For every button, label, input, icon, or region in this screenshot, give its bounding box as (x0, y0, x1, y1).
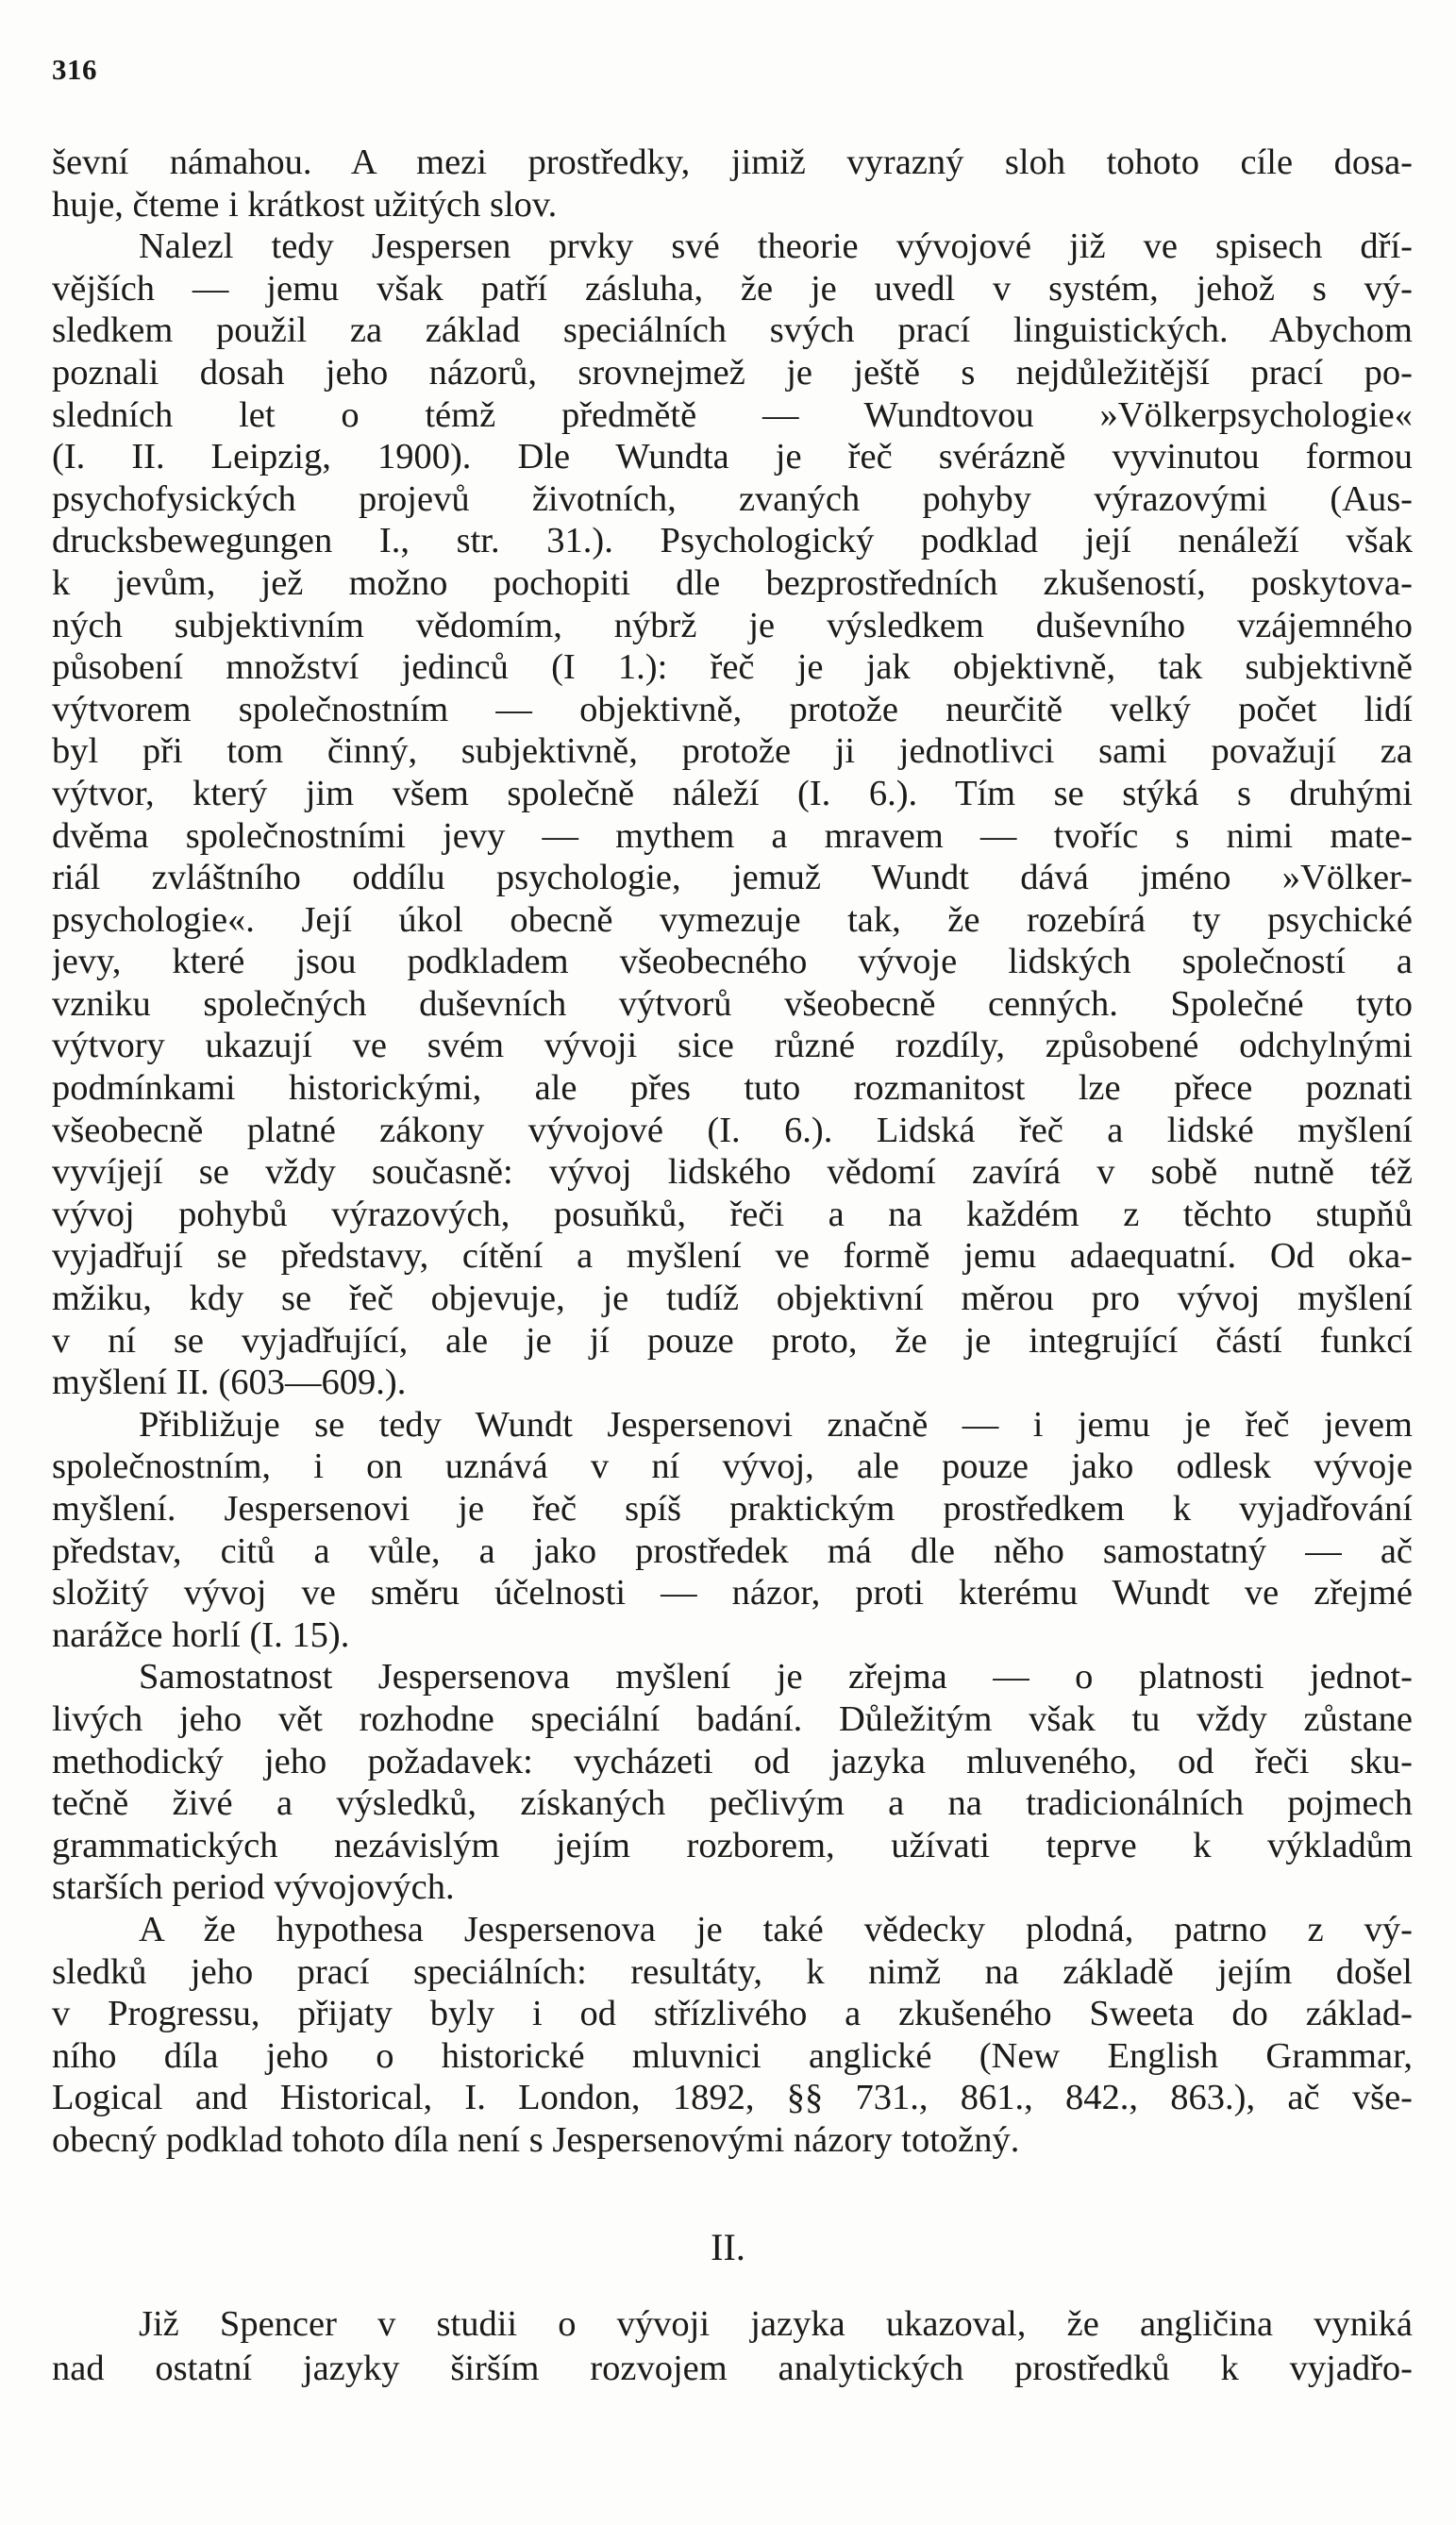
text-line: riál zvláštního oddílu psychologie, jemuž Wundt dává jméno »Völker- (52, 858, 1413, 898)
text-line: obecný podklad tohoto díla není s Jespersenovými názory totožný. (52, 2119, 1020, 2160)
text-line: výtvor, který jim všem společně náleží (I. 6.). Tím se stýká s druhými (52, 773, 1413, 813)
paragraph (52, 1656, 1413, 1909)
page-number: 316 (52, 53, 97, 86)
text-line: Přibližuje se tedy Wundt Jespersenovi značně — i jemu je řeč jevem (139, 1404, 1413, 1445)
section-heading: II. (711, 2226, 745, 2268)
paragraph (52, 142, 1413, 226)
text-line: psychofysických projevů životních, zvaných pohyby výrazovými (Aus- (52, 478, 1413, 519)
text-line: Samostatnost Jespersenova myšlení je zřejma — o platnosti jednot- (139, 1657, 1413, 1697)
text-line: vývoj pohybů výrazových, posuňků, řeči a na každém z těchto stupňů (52, 1194, 1413, 1234)
text-line: působení množství jedinců (I 1.): řeč je jak objektivně, tak subjektivně (52, 647, 1413, 688)
text-line: starších period vývojových. (52, 1867, 455, 1908)
body-text (52, 142, 1413, 2162)
text-line: grammatických nezávislým jejím rozborem, užívati teprve k výkladům (52, 1825, 1413, 1865)
text-line: poznali dosah jeho názorů, srovnejmež je ještě s nejdůležitější prací po- (52, 352, 1413, 393)
paragraph (52, 226, 1413, 1404)
text-line: narážce horlí (I. 15). (52, 1614, 350, 1655)
text-line: myšlení II. (603—609.). (52, 1363, 407, 1403)
section-two-text (52, 2302, 1413, 2391)
text-line: Logical and Historical, I. London, 1892, §§ 731., 861., 842., 863.), ač vše- (52, 2078, 1413, 2118)
text-line: sledků jeho prací speciálních: resultáty, k nimž na základě jejím došel (52, 1951, 1413, 1992)
text-line: vyvíjejí se vždy současně: vývoj lidského vědomí zavírá v sobě nutně též (52, 1152, 1413, 1193)
text-line: představ, citů a vůle, a jako prostředek má dle něho samostatný — ač (52, 1530, 1413, 1571)
paragraph (52, 1909, 1413, 2162)
text-line: výtvorem společnostním — objektivně, protože neurčitě velký počet lidí (52, 689, 1413, 729)
text-line: methodický jeho požadavek: vycházeti od jazyka mluveného, od řeči sku- (52, 1741, 1413, 1781)
text-line: vyjadřují se představy, cítění a myšlení ve formě jemu adaequatní. Od oka- (52, 1236, 1413, 1277)
text-line: nad ostatní jazyky širším rozvojem analytických prostředků k vyjadřo- (52, 2349, 1413, 2388)
text-line: Již Spencer v studii o vývoji jazyka ukazoval, že angličina vyniká (139, 2304, 1413, 2344)
text-line: jevy, které jsou podkladem všeobecného vývoje lidských společností a (52, 942, 1413, 982)
text-line: k jevům, jež možno pochopiti dle bezprostředních zkušeností, poskytova- (52, 562, 1413, 603)
text-line: ných subjektivním vědomím, nýbrž je výsledkem duševního vzájemného (52, 605, 1413, 645)
text-line: složitý vývoj ve směru účelnosti — názor, proti kterému Wundt ve zřejmé (52, 1573, 1413, 1614)
text-line: mžiku, kdy se řeč objevuje, je tudíž objektivní měrou pro vývoj myšlení (52, 1279, 1413, 1319)
text-line: společnostním, i on uznává v ní vývoj, ale pouze jako odlesk vývoje (52, 1446, 1413, 1487)
text-line: byl při tom činný, subjektivně, protože ji jednotlivci sami považují za (52, 731, 1413, 772)
text-line: sledních let o témž předmětě — Wundtovou »Völkerpsychologie« (52, 394, 1413, 435)
text-line: sledkem použil za základ speciálních svých prací linguistických. Abychom (52, 310, 1413, 351)
text-line: drucksbewegungen I., str. 31.). Psychologický podklad její nenáleží však (52, 521, 1413, 561)
text-line: vzniku společných duševních výtvorů všeobecně cenných. Společné tyto (52, 983, 1413, 1024)
text-line: podmínkami historickými, ale přes tuto rozmanitost lze přece poznati (52, 1068, 1413, 1109)
text-line: ního díla jeho o historické mluvnici anglické (New English Grammar, (52, 2035, 1413, 2076)
paragraph (52, 1404, 1413, 1657)
text-line: tečně živé a výsledků, získaných pečlivým a na tradicionálních pojmech (52, 1783, 1413, 1824)
text-line: myšlení. Jespersenovi je řeč spíš praktickým prostředkem k vyjadřování (52, 1489, 1413, 1529)
text-line: A že hypothesa Jespersenova je také vědecky plodná, patrno z vý- (139, 1909, 1413, 1949)
text-line: dvěma společnostními jevy — mythem a mravem — tvoříc s nimi mate- (52, 815, 1413, 856)
text-line: v ní se vyjadřující, ale je jí pouze proto, že je integrující částí funkcí (52, 1320, 1413, 1361)
text-line: všeobecně platné zákony vývojové (I. 6.). Lidská řeč a lidské myšlení (52, 1110, 1413, 1150)
text-line: (I. II. Leipzig, 1900). Dle Wundta je řeč svérázně vyvinutou formou (52, 437, 1413, 477)
text-line: huje, čteme i krátkost užitých slov. (52, 184, 558, 225)
text-line: výtvory ukazují ve svém vývoji sice různé rozdíly, způsobené odchylnými (52, 1026, 1413, 1066)
text-line: v Progressu, přijaty byly i od střízlivého a zkušeného Sweeta do základ- (52, 1994, 1413, 2034)
text-line: ševní námahou. A mezi prostředky, jimiž vyrazný sloh tohoto cíle dosa- (52, 142, 1413, 182)
text-line: livých jeho vět rozhodne speciální badání. Důležitým však tu vždy zůstane (52, 1698, 1413, 1739)
text-line: psychologie«. Její úkol obecně vymezuje tak, že rozebírá ty psychické (52, 899, 1413, 940)
text-line: Nalezl tedy Jespersen prvky své theorie vývojové již ve spisech dří- (139, 226, 1413, 267)
text-line: vějších — jemu však patří zásluha, že je uvedl v systém, jehož s vý- (52, 268, 1413, 309)
